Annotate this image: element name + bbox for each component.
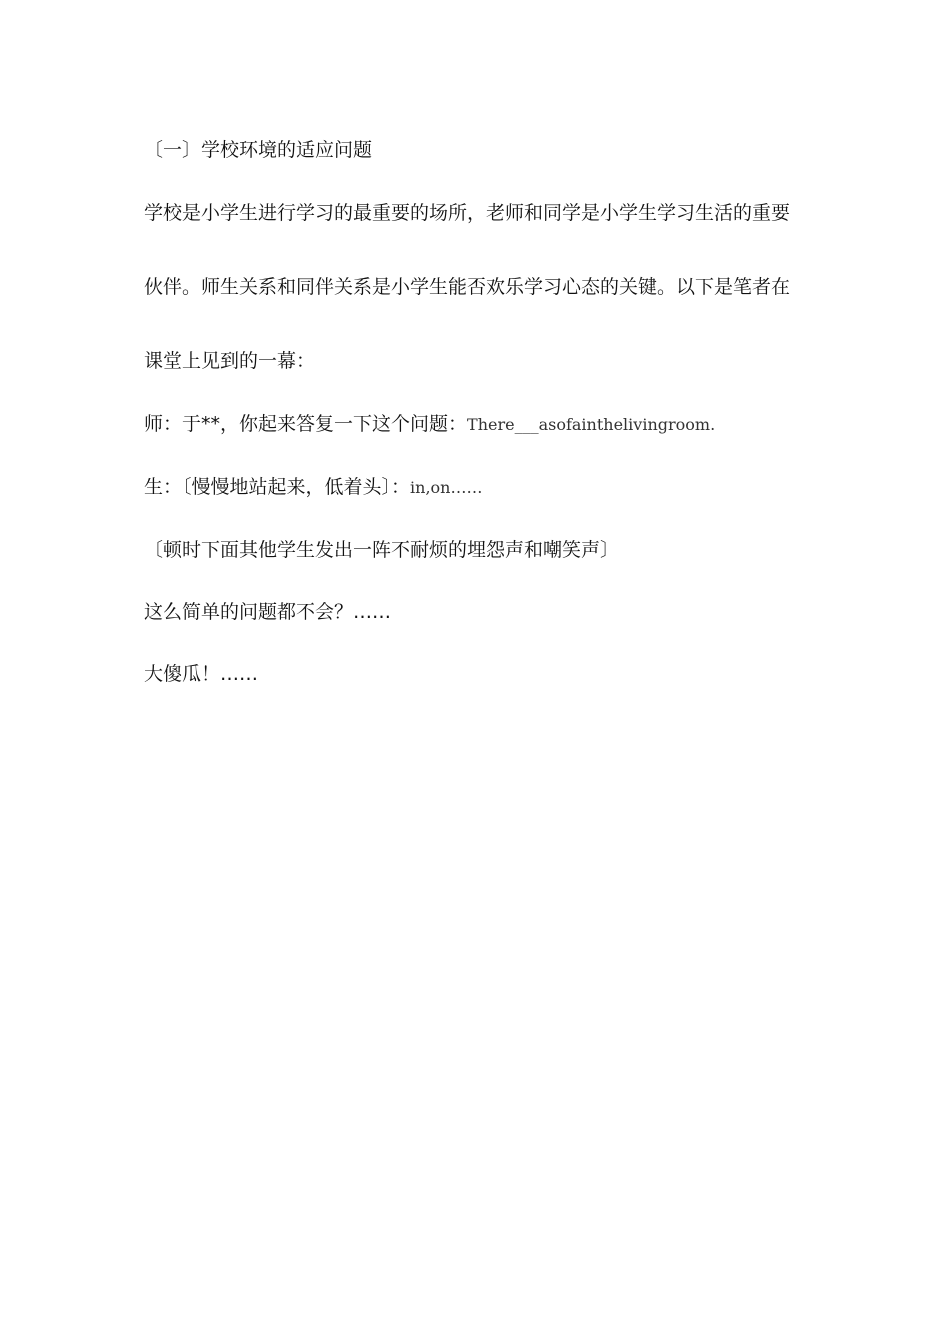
narration-line: 〔顿时下面其他学生发出一阵不耐烦的埋怨声和嘲笑声〕 (144, 539, 620, 561)
teacher-prefix: 师：于**，你起来答复一下这个问题： (144, 413, 468, 435)
student-prefix: 生：〔慢慢地站起来，低着头〕： (144, 476, 411, 498)
remark-line-1: 这么简单的问题都不会？…… (144, 601, 392, 623)
remark-line-2: 大傻瓜！…… (144, 663, 259, 685)
student-line (144, 475, 482, 500)
student-answer: in,on…… (410, 478, 483, 497)
teacher-question: There___asofainthelivingroom. (467, 415, 716, 434)
teacher-line (144, 412, 715, 437)
paragraph-line-3: 课堂上见到的一幕： (144, 350, 316, 372)
paragraph-line-2: 伙伴。师生关系和同伴关系是小学生能否欢乐学习心态的关键。以下是笔者在 (144, 276, 791, 298)
section-heading: 〔一〕学校环境的适应问题 (144, 139, 373, 161)
paragraph-line-1: 学校是小学生进行学习的最重要的场所，老师和同学是小学生学习生活的重要 (144, 202, 791, 224)
